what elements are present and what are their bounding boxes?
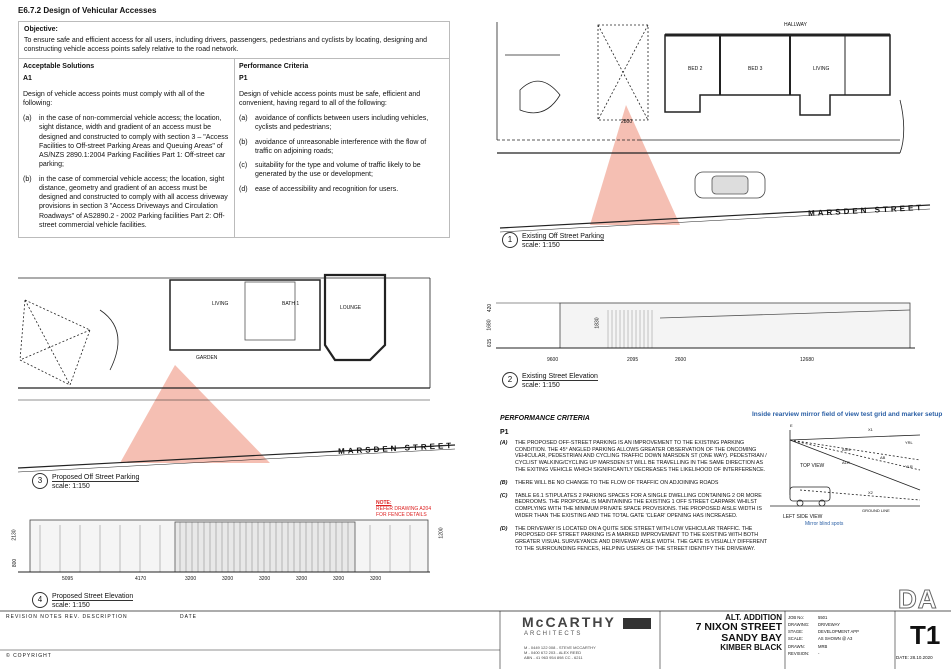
dimension-label: 1830 [594,317,601,329]
dimension-label: 2600 [675,357,687,363]
dimension-label: 3200 [333,576,345,582]
dimension-label: 3200 [185,576,197,582]
dimension-label: 2800 [621,119,633,125]
room-label: LIVING [813,66,830,72]
mirror-field-diagram [770,430,920,506]
room-label: BED 3 [748,66,763,72]
dimension-label: 420 [487,303,494,313]
sheet-number: T1 [910,620,941,650]
da-stamp: DA [898,584,938,614]
mirror-label: ALR [842,460,850,465]
performance-code: P1 [239,75,248,83]
room-label: LIVING [212,301,229,307]
dimension-label: 5095 [62,576,74,582]
dimension-label: 3200 [370,576,382,582]
mirror-label: X1 [868,427,873,432]
existing-elevation [496,303,915,348]
mirror-label: AB [880,455,886,460]
proposed-site-plan [18,275,455,472]
mirror-label: TOP VIEW [800,463,825,469]
room-label: LOUNGE [340,305,362,311]
date-header: DATE [180,614,197,620]
street-name: MARSDEN STREET [807,202,925,219]
existing-site-plan [497,22,930,232]
mirror-label: YLR [905,464,913,469]
dimension-label: 4170 [135,576,147,582]
fence-note: NOTE: REFER DRAWING A204 FOR FENCE DETAILS [376,500,432,518]
firm-contact: M - 0449 122 008 - STEVE MCCARTHY M - 0400 672 203 - ALEX REED ABN - 41 963 954 898 CC - 6211 [524,645,596,660]
firm-logo: McCARTHY [522,614,651,630]
room-label: BATH 1 [282,301,300,307]
drawing-info: JOB No: 5501 DRAWING: DRIVEWAY STAGE: DEVELOPMENT APP SCALE: AS SHOWN @ A3 DRAWN: MRB REVISION: - [788,615,859,656]
performance-criteria-response [500,415,770,559]
mirror-label: LEFT SIDE VIEW [783,514,823,520]
mirror-label: GROUND LINE [862,508,890,513]
acceptable-intro: Design of vehicle access points must comply with all of the following: [23,90,205,107]
firm-sub: ARCHITECTS [524,631,583,637]
car-icon [695,172,765,198]
dimension-label: 12680 [800,357,814,363]
list-item: (d) ease of accessibility and recognition for users. [239,185,399,193]
list-item: (C) TABLE E6.1 STIPULATES 2 PARKING SPACES FOR A SINGLE DWELLING CONTAINING 2 OR MORE BEDROOMS. THE PROPOSAL IS MAINTAINING THE EXISTING 1 OFF STREET CARPARK WHILST COMPLYING WITH THE MINIMUM PRIVATE SPACE PROVISIONS. THE PROPOSED AISLE WIDTH IS WIDER THAN THE EXISTING AND THE TOTAL GATE 'CLEAR' OPENING HAS INCREASED. [500,492,762,519]
objective-title: Objective: [24,25,58,33]
dimension-label: 2095 [627,357,639,363]
performance-intro: Design of vehicle access points must be safe, efficient and convenient, having regard to all of the following: [239,90,421,107]
list-item: (a) in the case of non-commercial vehicle access; the location, sight distance, width and gradient of an access must be designed and constructed to comply with section 3 – "Access Facilities to Off-street Parking Areas and Queuing Areas" of AS/NZS 2890.1:2004 Parking Facilities Part 1: Off-street car parking; [23,115,229,169]
list-item: (a) avoidance of conflicts between users including vehicles, cyclists and pedestrians; [239,115,429,132]
mirror-label: AIRL [842,447,851,452]
mirror-label: X2 [868,490,873,495]
dimension-label: 3200 [296,576,308,582]
dimension-label: 9600 [547,357,559,363]
list-item: (c) suitability for the type and volume of traffic likely to be generated by the use or development; [239,162,421,179]
copyright: © COPYRIGHT [6,653,52,659]
acceptable-title: Acceptable Solutions [23,63,95,71]
dimension-label: 800 [12,558,19,568]
dimension-label: 3200 [222,576,234,582]
proposed-elevation [18,520,430,572]
room-label: GARDEN [196,355,218,361]
mirror-label: E [790,423,793,428]
objective-text: To ensure safe and efficient access for all users, including drivers, passengers, pedestrians and cyclists by locating, designing and constructing vehicle access points safely relative to the road network. [24,36,427,54]
performance-title: PERFORMANCE CRITERIA [500,415,590,422]
mirror-diagram-title: Inside rearview mirror field of view test grid and marker setup [752,411,943,418]
room-label: HALLWAY [784,22,807,28]
list-item: (A) THE PROPOSED OFF-STREET PARKING IS AN IMPROVEMENT TO THE EXISTING PARKING CONDITION. THE 45° ANGLED PARKING ALLOWS GREATER OBSERVATION OF THE ONCOMING VEHICULAR, PEDESTRIAN AND CYCLING TRAFFIC DOWN MARSDEN ST (ONE WAY). PEDESTRIAN / CYCLIST WALKING/CYCLING UP MARSDEN ST WILL BE TRAVELLING IN THE SAME DIRECTION AS THE EXITING VEHICLE WHICH SIGNIFICANTLY DECREASES THE LIKELIHOOD OF INTERFERENCE. [500,439,767,473]
dimension-label: 3200 [259,576,271,582]
performance-code: P1 [500,428,509,436]
project-details: ALT. ADDITION 7 NIXON STREET SANDY BAY KIMBER BLACK [695,613,782,653]
acceptable-code: A1 [23,75,32,83]
revision-header: REVISION NOTES REV. DESCRIPTION [6,614,128,620]
street-name: MARSDEN STREET [337,440,455,457]
issue-date: DATE: 28.10.2020 [896,655,933,660]
list-item: (B) THERE WILL BE NO CHANGE TO THE FLOW OF TRAFFIC ON ADJOINING ROADS [500,479,719,486]
list-item: (D) THE DRIVEWAY IS LOCATED ON A QUITE SIDE STREET WITH LOW VEHICULAR TRAFFIC. THE PROPOSED OFF STREET PARKING IS A MARKED IMPROVEMENT TO THE EXISTING WITH BOTH GREATER VISUAL SURVEYANCE AND DRIVEWAY AISLE WIDTH. THE GATE IS VISUALLY DIFFERENT TO THE SURROUNDING FENCES, HELPING USERS OF THE STREET IDENTIFY THE DRIVEWAY. [500,525,768,552]
dimension-label: 1680 [486,319,493,331]
dimension-label: 615 [487,338,494,348]
performance-title: Performance Criteria [239,63,309,71]
list-item: (b) in the case of commercial vehicle access; the location, sight distance, geometry and gradient of an access must be designed and constructed to comply with all access driveway provisions in section 3 "Access Driveways and Circulation Roadways" of AS2890.2 - 2002 Parking facilities Part 2: Off-street commercial vehicle facilities. [23,175,228,229]
list-item: (b) avoidance of unreasonable interference with the flow of traffic on adjoining roads; [239,138,427,155]
room-label: BED 2 [688,66,703,72]
dimension-label: 2130 [11,529,18,541]
mirror-label: Mirror blind spots [805,521,844,527]
clause-heading: E6.7.2 Design of Vehicular Accesses [18,6,157,15]
dimension-label: 1200 [438,527,445,539]
mirror-label: YRL [905,440,913,445]
